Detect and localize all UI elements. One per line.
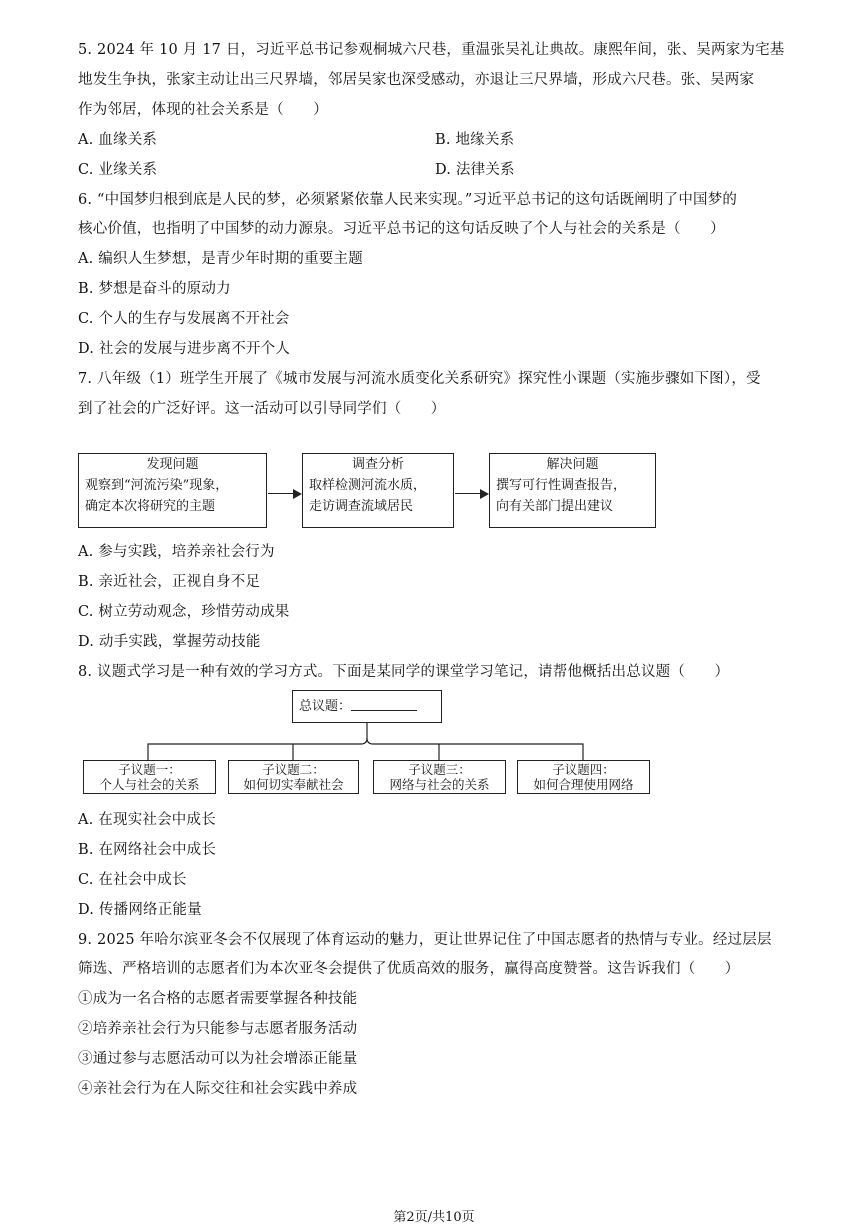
q6-stem-line1: 6. “中国梦归根到底是人民的梦，必须紧紧依靠人民来实现。”习近平总书记的这句话既阐明了中国梦的 bbox=[78, 192, 738, 208]
q5-option-b: B. 地缘关系 bbox=[435, 132, 515, 148]
main-topic-label: 总议题： bbox=[299, 699, 352, 714]
q7-stem-line1: 7. 八年级（1）班学生开展了《城市发展与河流水质变化关系研究》探究性小课题（实施步骤如下图），受 bbox=[78, 371, 761, 387]
flow-step-title: 发现问题 bbox=[146, 457, 199, 472]
q8-option-d: D. 传播网络正能量 bbox=[78, 902, 202, 918]
flow-step-text: 取样检测河流水质， bbox=[309, 478, 427, 493]
subtopic-text: 个人与社会的关系 bbox=[99, 777, 200, 792]
subtopic-title: 子议题三： bbox=[408, 762, 471, 777]
q8-option-c: C. 在社会中成长 bbox=[78, 872, 187, 888]
q7-option-b: B. 亲近社会，正视自身不足 bbox=[78, 574, 261, 590]
flow-step-title: 解决问题 bbox=[546, 457, 599, 472]
flow-step-text: 确定本次将研究的主题 bbox=[85, 499, 216, 514]
q6-option-d: D. 社会的发展与进步离不开个人 bbox=[78, 341, 291, 357]
flow-step-title: 调查分析 bbox=[351, 457, 404, 472]
subtopic-box-1 bbox=[83, 760, 216, 794]
subtopic-text: 网络与社会的关系 bbox=[389, 777, 490, 792]
subtopic-text: 如何切实奉献社会 bbox=[243, 777, 344, 792]
q6-option-b: B. 梦想是奋斗的原动力 bbox=[78, 281, 231, 297]
subtopic-box-4 bbox=[517, 760, 650, 794]
q7-option-a: A. 参与实践，培养亲社会行为 bbox=[78, 544, 275, 560]
subtopic-box-2 bbox=[228, 760, 359, 794]
flow-step-text: 观察到“河流污染”现象， bbox=[85, 478, 229, 493]
q8-stem: 8. 议题式学习是一种有效的学习方式。下面是某同学的课堂学习笔记，请帮他概括出总议题（ ） bbox=[78, 664, 730, 680]
flow-step-text: 撰写可行性调查报告， bbox=[496, 478, 627, 493]
flow-step-text: 走访调查流域居民 bbox=[309, 499, 414, 514]
q9-statement-1: ①成为一名合格的志愿者需要掌握各种技能 bbox=[78, 991, 358, 1007]
subtopic-title: 子议题一： bbox=[118, 762, 181, 777]
q9-stem-line1: 9. 2025 年哈尔滨亚冬会不仅展现了体育运动的魅力，更让世界记住了中国志愿者的热情与专业。经过层层 bbox=[78, 932, 772, 948]
q5-option-a: A. 血缘关系 bbox=[78, 132, 158, 148]
q9-stem-line2: 筛选、严格培训的志愿者们为本次亚冬会提供了优质高效的服务，赢得高度赞誉。这告诉我们（ ） bbox=[78, 961, 740, 977]
q5-option-d: D. 法律关系 bbox=[435, 162, 515, 178]
q5-stem-line3: 作为邻居，体现的社会关系是（ ） bbox=[78, 102, 328, 118]
q8-option-b: B. 在网络社会中成长 bbox=[78, 842, 217, 858]
q5-option-c: C. 业缘关系 bbox=[78, 162, 158, 178]
q9-statement-2: ②培养亲社会行为只能参与志愿者服务活动 bbox=[78, 1021, 358, 1037]
subtopic-title: 子议题二： bbox=[262, 762, 325, 777]
q5-stem-line2: 地发生争执，张家主动让出三尺界墙，邻居吴家也深受感动，亦退让三尺界墙，形成六尺巷。张、吴两家 bbox=[78, 72, 755, 88]
subtopic-title: 子议题四： bbox=[552, 762, 615, 777]
q8-option-a: A. 在现实社会中成长 bbox=[78, 812, 216, 828]
subtopic-text: 如何合理使用网络 bbox=[533, 777, 634, 792]
flow-step-text: 向有关部门提出建议 bbox=[496, 499, 614, 514]
q6-stem-line2: 核心价值，也指明了中国梦的动力源泉。习近平总书记的这句话反映了个人与社会的关系是（ ） bbox=[78, 221, 725, 237]
q7-option-c: C. 树立劳动观念，珍惜劳动成果 bbox=[78, 604, 290, 620]
q5-stem-line1: 5. 2024 年 10 月 17 日，习近平总书记参观桐城六尺巷，重温张吴礼让典故。康熙年间，张、吴两家为宅基 bbox=[78, 42, 785, 58]
q6-option-a: A. 编织人生梦想，是青少年时期的重要主题 bbox=[78, 251, 363, 267]
q7-stem-line2: 到了社会的广泛好评。这一活动可以引导同学们（ ） bbox=[78, 401, 446, 417]
page-number: 第2页/共10页 bbox=[393, 1210, 475, 1225]
q6-option-c: C. 个人的生存与发展离不开社会 bbox=[78, 311, 290, 327]
subtopic-box-3 bbox=[373, 760, 506, 794]
q7-option-d: D. 动手实践，掌握劳动技能 bbox=[78, 634, 261, 650]
q9-statement-3: ③通过参与志愿活动可以为社会增添正能量 bbox=[78, 1051, 358, 1067]
q9-statement-4: ④亲社会行为在人际交往和社会实践中养成 bbox=[78, 1081, 358, 1097]
